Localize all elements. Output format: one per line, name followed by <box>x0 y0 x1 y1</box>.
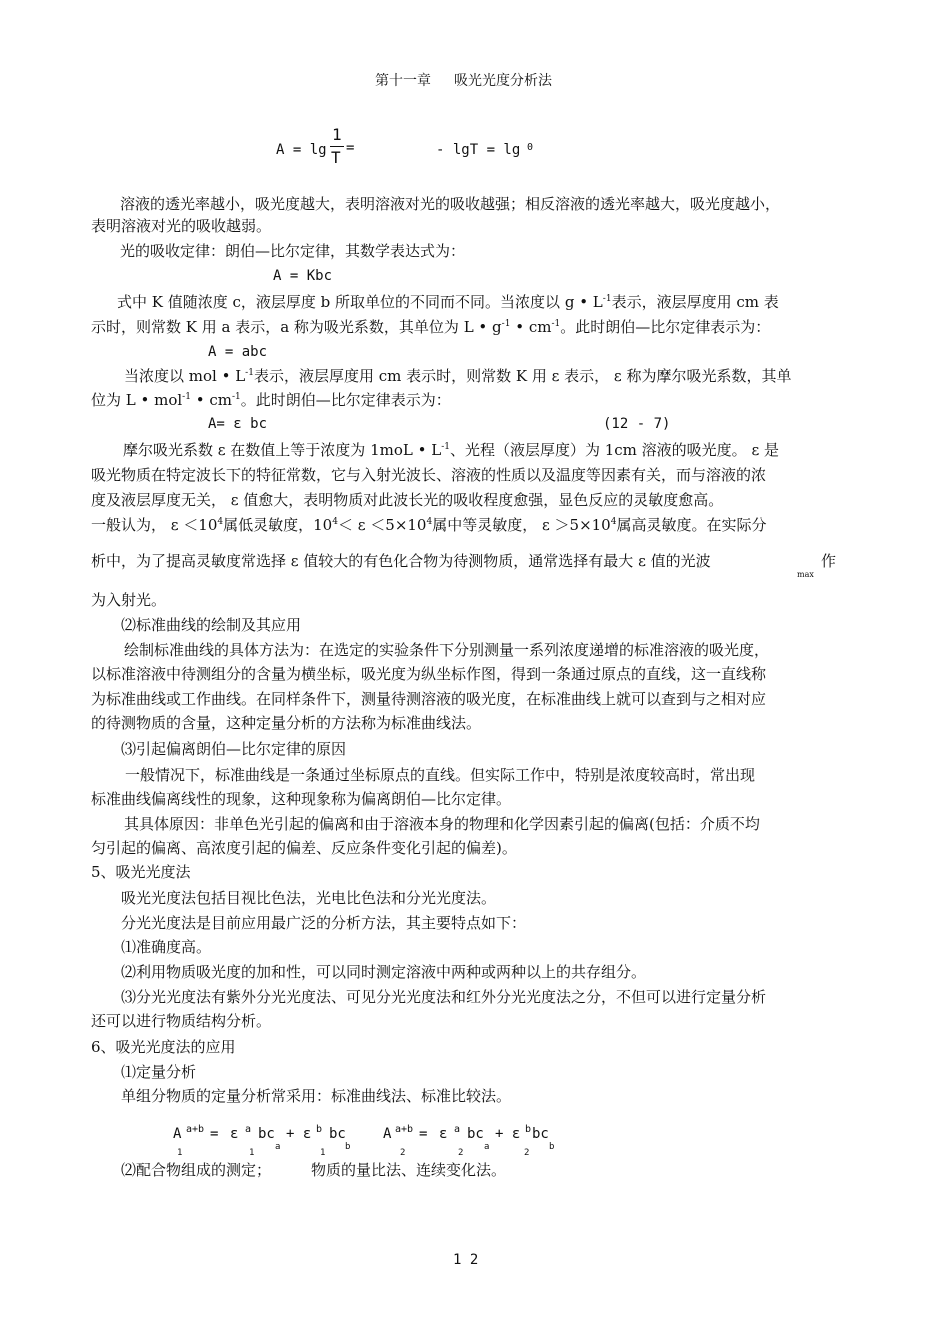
eq2-a1-bc1-sub1: 1 <box>249 1148 255 1158</box>
eq2-a1-sup: a+b <box>186 1124 205 1135</box>
section-heading: ⑵配合物组成的测定； <box>121 1161 272 1179</box>
text-line: 表明溶液对光的吸收越弱。 <box>91 217 272 235</box>
eq1-equals: = <box>346 140 355 156</box>
text-line: 当浓度以 mol • $L^{-1}$表示，液层厚度用 cm 表示时，则常数 K 用 ε 表示， ε 称为摩尔吸光系数，其单 <box>124 367 792 385</box>
eq2-a1-eps1-sup: a <box>245 1124 252 1135</box>
formula-abc: A = abc <box>208 344 268 360</box>
text-line: 位为 L • mol$^{-1}$ • $cm^{-1}$。此时朗伯—比尔定律表示为： <box>91 391 451 409</box>
text-line: 为标准曲线或工作曲线。在同样条件下，测量待测溶液的吸光度，在标准曲线上就可以查到与之相对应 <box>91 690 767 708</box>
text-line: 绘制标准曲线的具体方法为：在选定的实验条件下分别测量一系列浓度递增的标准溶液的吸光度， <box>124 641 770 659</box>
eq2-a2-eps1: ε <box>439 1126 448 1142</box>
eq2-a2-bc2-sub2: b <box>549 1142 555 1152</box>
eq2-a1-plus: + ε <box>286 1126 312 1142</box>
eq2-a2-bc1: bc <box>467 1126 484 1142</box>
eq1-subscript-zero: 0 <box>527 142 534 153</box>
text-line: 吸光光度法包括目视比色法，光电比色法和分光光度法。 <box>121 889 497 907</box>
eq1-lhs: A = lg <box>276 142 327 158</box>
lambda-max-subscript: max <box>797 570 814 579</box>
eq2-a1-eps1: ε <box>230 1126 239 1142</box>
text-line: 溶液的透光率越小，吸光度越大，表明溶液对光的吸收越强；相反溶液的透光率越大，吸光度越小， <box>120 195 781 213</box>
equation-number: (12 - 7) <box>603 416 671 432</box>
eq2-a1-eps2-sup: b <box>316 1124 323 1135</box>
text-line: 分光光度法是目前应用最广泛的分析方法，其主要特点如下： <box>121 914 527 932</box>
eq2-a1-eq: = <box>210 1126 219 1142</box>
eq2-a1-bc1: bc <box>258 1126 275 1142</box>
eq2-a1: A <box>173 1126 182 1142</box>
eq2-a1-bc2-sub2: b <box>345 1142 351 1152</box>
text-line: 还可以进行物质结构分析。 <box>91 1012 272 1030</box>
section-heading: ⑶引起偏离朗伯—比尔定律的原因 <box>121 740 347 758</box>
eq2-a1-sub: 1 <box>177 1148 183 1158</box>
eq2-a2-sub: 2 <box>400 1148 406 1158</box>
chapter-number: 第十一章 <box>375 73 431 89</box>
fraction-bar <box>330 146 344 147</box>
eq2-a2-eps1-sup: a <box>454 1124 461 1135</box>
eq2-a1-bc1-sub2: a <box>275 1142 281 1152</box>
eq2-a1-bc2: bc <box>329 1126 346 1142</box>
eq2-a2-sup: a+b <box>395 1124 414 1135</box>
section-heading: ⑵标准曲线的绘制及其应用 <box>121 616 302 634</box>
section-heading: 6、吸光光度法的应用 <box>91 1038 236 1056</box>
eq2-a2-plus: + ε <box>495 1126 521 1142</box>
text-line: 其具体原因：非单色光引起的偏离和由于溶液本身的物理和化学因素引起的偏离(包括：介质不均 <box>124 815 760 833</box>
text-line: 单组分物质的定量分析常采用：标准曲线法、标准比较法。 <box>121 1087 512 1105</box>
eq2-a2-bc2: bc <box>532 1126 549 1142</box>
text-line: 析中，为了提高灵敏度常选择 ε 值较大的有色化合物为待测物质，通常选择有最大 ε 值的光波 <box>91 552 711 570</box>
text-line: 作 <box>821 552 837 570</box>
text-line: 摩尔吸光系数 ε 在数值上等于浓度为 1moL • $L^{-1}$、光程（液层厚度）为 1cm 溶液的吸光度。 ε 是 <box>123 441 779 459</box>
text-line: 物质的量比法、连续变化法。 <box>311 1161 507 1179</box>
page-number: 1 2 <box>453 1252 479 1268</box>
eq2-a2-eps2-sup: b <box>525 1124 532 1135</box>
text-line: 光的吸收定律：朗伯—比尔定律，其数学表达式为： <box>120 242 466 260</box>
eq2-a2-bc2-sub1: 2 <box>524 1148 530 1158</box>
eq1-denominator: T <box>331 148 341 167</box>
text-line: ⑵利用物质吸光度的加和性，可以同时测定溶液中两种或两种以上的共存组分。 <box>121 963 647 981</box>
formula-kbc: A = Kbc <box>273 268 333 284</box>
text-line: 标准曲线偏离线性的现象，这种现象称为偏离朗伯—比尔定律。 <box>91 790 512 808</box>
text-line: 为入射光。 <box>91 591 167 609</box>
text-line: ⑶分光光度法有紫外分光光度法、可见分光光度法和红外分光光度法之分，不但可以进行定量分析 <box>121 988 767 1006</box>
text-line: 一般认为， $\varepsilon <10^4$属低灵敏度，$10^4< \varepsilon <5\times 10^4$属中等灵敏度， $\varepsilon >5\times 10^4$属高灵敏度。在实际分 <box>91 516 767 534</box>
eq1-numerator: 1 <box>332 125 342 144</box>
eq2-a1-bc2-sub1: 1 <box>320 1148 326 1158</box>
eq2-a2-bc1-sub1: 2 <box>458 1148 464 1158</box>
text-line: 度及液层厚度无关， ε 值愈大，表明物质对此波长光的吸收程度愈强，显色反应的灵敏度愈高。 <box>91 491 724 509</box>
eq2-a2: A <box>383 1126 392 1142</box>
text-line: ⑴准确度高。 <box>121 938 212 956</box>
text-line: 一般情况下，标准曲线是一条通过坐标原点的直线。但实际工作中，特别是浓度较高时，常出现 <box>125 766 756 784</box>
section-heading: 5、吸光光度法 <box>91 863 191 881</box>
section-heading: ⑴定量分析 <box>121 1063 197 1081</box>
text-line: 匀引起的偏离、高浓度引起的偏差、反应条件变化引起的偏差)。 <box>91 839 517 857</box>
formula-ebc: A= ε bc <box>208 416 268 432</box>
eq2-a2-eq: = <box>419 1126 428 1142</box>
text-line: 式中 K 值随浓度 c，液层厚度 b 所取单位的不同而不同。当浓度以 g • $L^{-1}$表示，液层厚度用 cm 表 <box>117 293 779 311</box>
eq2-a2-bc1-sub2: a <box>484 1142 490 1152</box>
text-line: 的待测物质的含量，这种定量分析的方法称为标准曲线法。 <box>91 714 482 732</box>
eq1-rhs: - lgT = lg <box>436 142 521 158</box>
chapter-title: 吸光光度分析法 <box>454 73 552 89</box>
text-line: 以标准溶液中待测组分的含量为横坐标，吸光度为纵坐标作图，得到一条通过原点的直线，这一直线称 <box>91 665 767 683</box>
text-line: 吸光物质在特定波长下的特征常数，它与入射光波长、溶液的性质以及温度等因素有关，而与溶液的浓 <box>91 466 767 484</box>
text-line: 示时，则常数 K 用 a 表示，a 称为吸光系数，其单位为 L • $g^{-1}$ • $cm^{-1}$。此时朗伯—比尔定律表示为： <box>91 318 771 336</box>
